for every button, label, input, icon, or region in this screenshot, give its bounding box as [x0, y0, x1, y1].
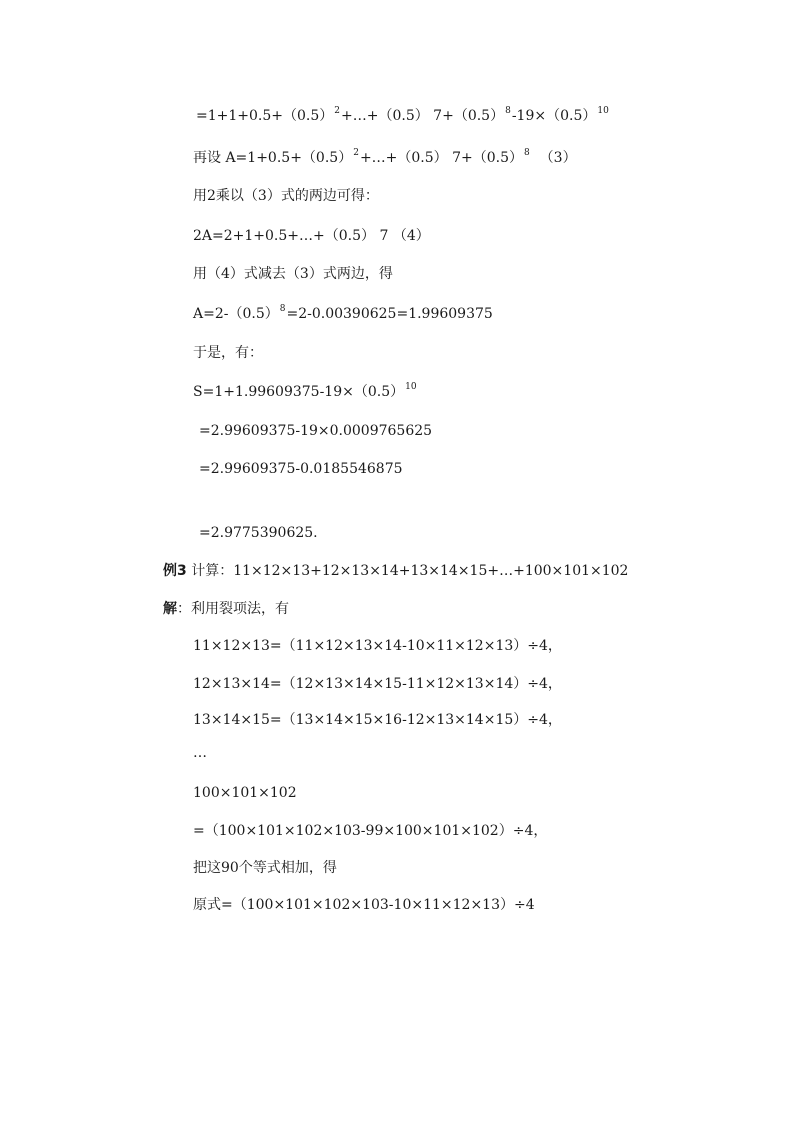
solution-heading: 解：利用裂项法，有 [163, 601, 289, 617]
equation-line-11: =2.9775390625. [199, 525, 318, 541]
equation-line-15: 12×13×14=（12×13×14×15-11×12×13×14）÷4， [193, 676, 562, 692]
equation-line-6: $A=2-(0.5)^8=2-0.00390625=1.99609375$ [193, 304, 493, 322]
equation-line-16: 13×14×15=（13×14×15×16-12×13×14×15）÷4， [193, 712, 562, 728]
text-line-3: 用2乘以（3）式的两边可得： [193, 188, 379, 204]
equation-line-10: =2.99609375-0.0185546875 [199, 461, 403, 477]
equation-line-14: 11×12×13=（11×12×13×14-10×11×12×13）÷4， [193, 638, 562, 654]
equation-line-19: =（100×101×102×103-99×100×101×102）÷4， [193, 823, 548, 839]
text-line-7: 于是，有： [193, 345, 263, 361]
example-3-heading: 例3 计算：11×12×13+12×13×14+13×14×15+…+100×101×102 [163, 563, 629, 579]
equation-line-8: $S=1+1.99609375-19\times(0.5)^{10}$ [193, 382, 417, 400]
equation-line-4: 2A=2+1+0.5+…+（0.5） 7 （4） [193, 228, 430, 244]
example-label: 例3 [163, 563, 187, 579]
solution-label: 解 [163, 601, 177, 617]
equation-line-1: $=1+1+0.5+(0.5)^2+\dots+(0.5)$ $7+(0.5)^8-19\times(0.5)^{10}$ [196, 106, 609, 124]
equation-line-21: 原式=（100×101×102×103-10×11×12×13）÷4 [193, 897, 535, 913]
ellipsis-line: … [193, 745, 207, 761]
equation-line-18: 100×101×102 [193, 785, 297, 801]
text-line-20: 把这90个等式相加，得 [193, 860, 337, 876]
equation-line-2: 再设 $A=1+0.5+(0.5)^2+\dots+(0.5)$ $7+(0.5)^8$ （3） [193, 148, 577, 166]
equation-line-9: =2.99609375-19×0.0009765625 [199, 423, 433, 439]
text-line-5: 用（4）式减去（3）式两边，得 [193, 266, 393, 282]
